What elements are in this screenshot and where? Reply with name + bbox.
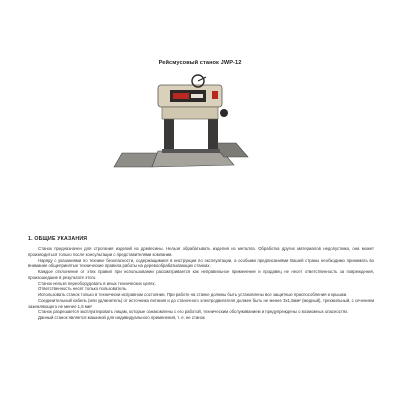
paragraph: Станок разрешается эксплуатировать лицам, которые ознакомлены с его работой, техническим обслуживанием и предупреждены о возможных опасностях. xyxy=(38,309,349,315)
cutter-head-cover xyxy=(162,107,218,119)
base-shadow xyxy=(162,149,220,153)
label-stripe xyxy=(191,94,203,98)
paragraph: Использовать станок только в технически исправном состоянии. При работе на станке должны быть установлены все защитные приспособления и крышки. xyxy=(38,292,348,297)
front-infeed-table xyxy=(114,153,158,167)
paragraph: Данный станок является машиной для индивидуального применения, т. е. не станок xyxy=(38,315,205,320)
paragraph: Наряду с указаниями по технике безопасности, содержащимися в инструкции по эксплуатации, а особыми предписаниями Вашей страны необходимо принимать во внимание общепринятые технические правила работы на деревообрабатывающих станках. xyxy=(28,257,374,269)
planer-machine-image xyxy=(112,73,252,187)
side-handwheel xyxy=(220,109,228,117)
crank-handle xyxy=(198,77,206,81)
paragraph: Станок нельзя переоборудовать в иных технических целях. xyxy=(38,280,156,286)
section-title: 1. ОБЩИЕ УКАЗАНИЯ xyxy=(28,236,88,242)
figure-caption: Рейсмусовый станок JWP-12 xyxy=(158,60,242,66)
paragraph: Каждое отклонение от этих правил при использовании рассматривается как неправильное применение и продавец не несет ответственность за повреждения, произошедшие в результате этого. xyxy=(28,269,374,280)
body-text xyxy=(28,246,374,321)
brand-label xyxy=(173,93,189,99)
paragraph: Соединительный кабель (или удлинитель) от источника питания и до станочного электродвигателя должен быть не менее 3х1,5мм² (медный), трехжильный, с сечением заземляющего не менее 1,5 мм² xyxy=(28,297,374,309)
paragraph: Ответственность несет только пользователь. xyxy=(38,286,128,292)
paragraph: Станок предназначен для строгания изделий из древесины. Нельзя обрабатывать изделия из металла. Обработка других материалов недопустима, она может производиться только после консультации с представителями компании. xyxy=(28,246,374,257)
power-switch xyxy=(212,91,218,99)
